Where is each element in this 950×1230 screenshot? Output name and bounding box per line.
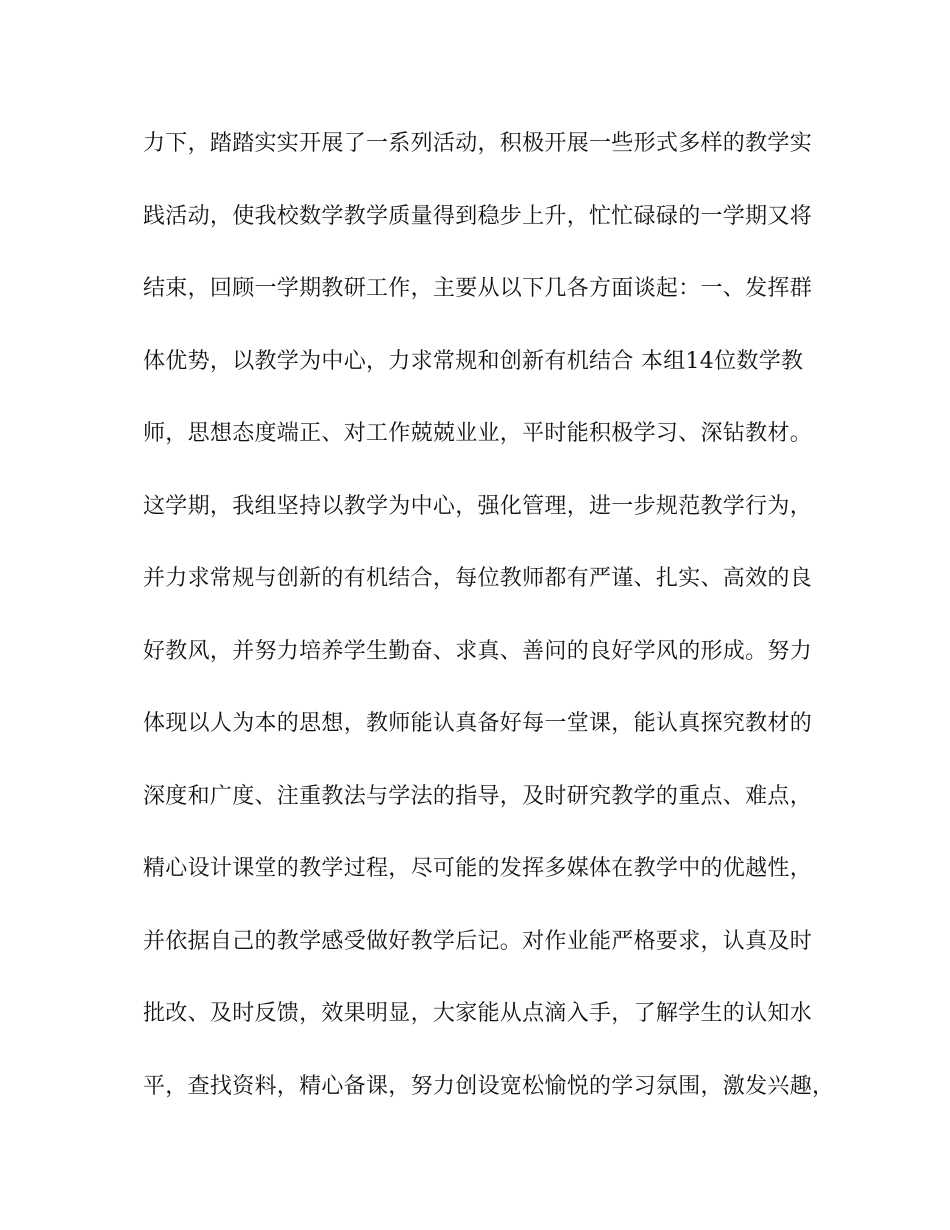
text-line: 好教风，并努力培养学生勤奋、求真、善问的良好学风的形成。努力 xyxy=(143,638,813,664)
text-line: 平，查找资料，精心备课，努力创设宽松愉悦的学习氛围，激发兴趣， xyxy=(143,1073,835,1099)
text-line: 师，思想态度端正、对工作兢兢业业，平时能积极学习、深钻教材。 xyxy=(143,421,813,446)
body-text xyxy=(143,124,835,1139)
text-line: 并依据自己的教学感受做好教学后记。对作业能严格要求，认真及时 xyxy=(143,928,813,954)
text-line: 结束，回顾一学期教研工作，主要从以下几各方面谈起：一、发挥群 xyxy=(143,276,813,301)
text-line: 深度和广度、注重教法与学法的指导，及时研究教学的重点、难点， xyxy=(143,783,813,809)
text-line: 力下，踏踏实实开展了一系列活动，积极开展一些形式多样的教学实 xyxy=(143,131,813,156)
text-line: 体优势，以教学为中心，力求常规和创新有机结合 本组14位数学教 xyxy=(143,348,804,374)
text-line: 践活动，使我校数学教学质量得到稳步上升，忙忙碌碌的一学期又将 xyxy=(143,203,813,229)
text-line: 批改、及时反馈，效果明显，大家能从点滴入手，了解学生的认知水 xyxy=(143,1001,813,1026)
text-line: 体现以人为本的思想，教师能认真备好每一堂课，能认真探究教材的 xyxy=(143,711,813,736)
text-line: 并力求常规与创新的有机结合，每位教师都有严谨、扎实、高效的良 xyxy=(143,566,813,591)
text-line: 这学期，我组坚持以教学为中心，强化管理，进一步规范教学行为， xyxy=(143,493,813,519)
text-line: 精心设计课堂的教学过程，尽可能的发挥多媒体在教学中的优越性， xyxy=(143,856,813,881)
